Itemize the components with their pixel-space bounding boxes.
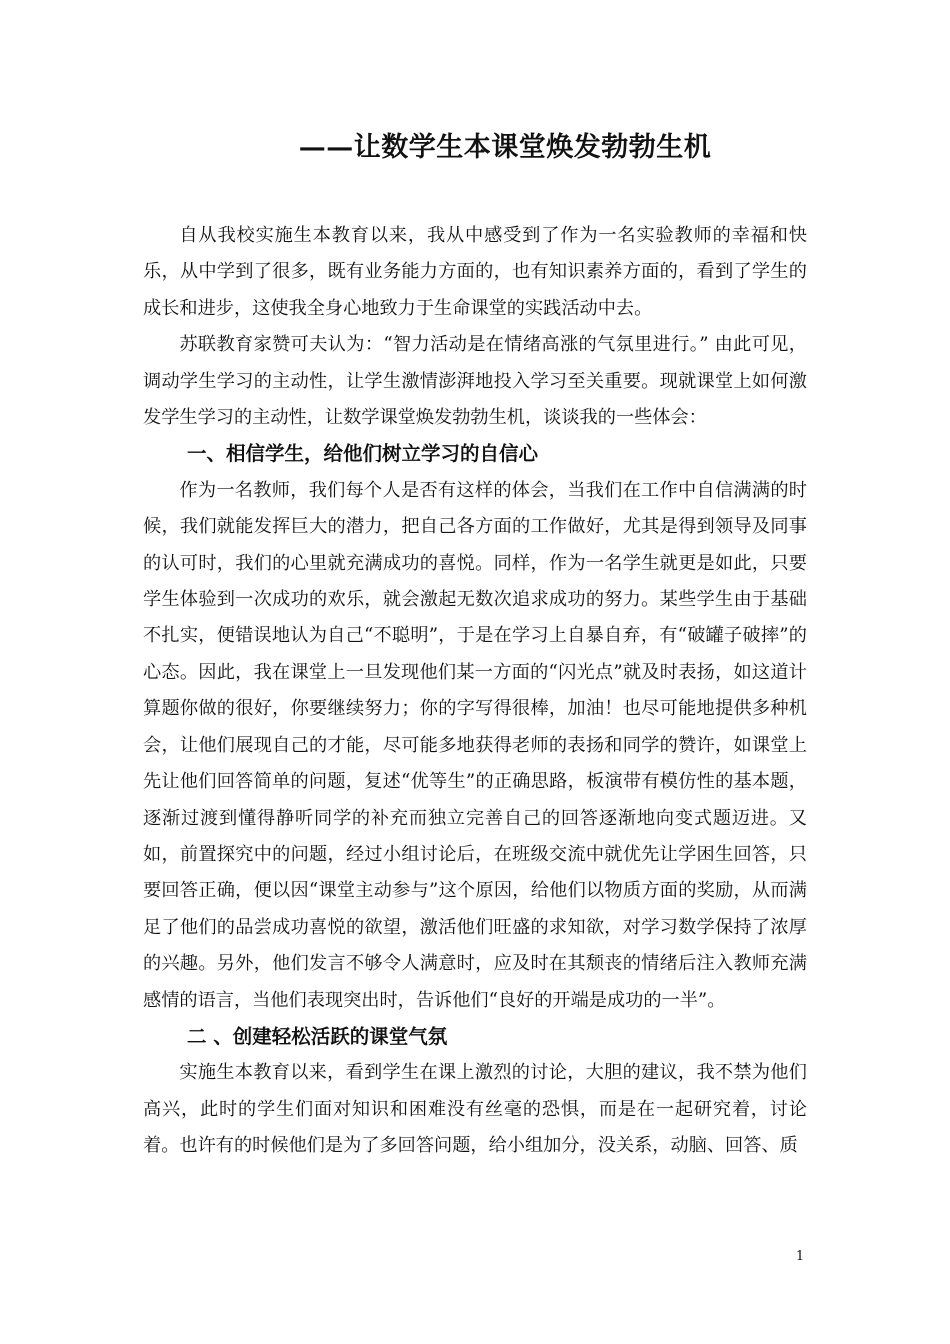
document-title: ——让数学生本课堂焕发勃勃生机 — [298, 132, 712, 163]
section-2-paragraph: 实施生本教育以来，看到学生在课上激烈的讨论，大胆的建议，我不禁为他们高兴，此时的学生们面对知识和困难没有丝毫的恐惧，而是在一起研究着，讨论着。也许有的时候他们是为了多回答问题，给小组加分，没关系，动脑、回答、质 — [143, 1062, 807, 1157]
intro-paragraph: 自从我校实施生本教育以来，我从中感受到了作为一名实验教师的幸福和快乐，从中学到了很多，既有业务能力方面的，也有知识素养方面的，看到了学生的成长和进步，这使我全身心地致力于生命课堂的实践活动中去。 — [143, 225, 807, 319]
section-heading-1: 一、相信学生，给他们树立学习的自信心 — [187, 442, 539, 466]
page-number: 1 — [795, 1249, 805, 1264]
section-1-paragraph: 作为一名教师，我们每个人是否有这样的体会，当我们在工作中自信满满的时候，我们就能发挥巨大的潜力，把自己各方面的工作做好，尤其是得到领导及同事的认可时，我们的心里就充满成功的喜悦。同样，作为一名学生就更是如此，只要学生体验到一次成功的欢乐，就会激起无数次追求成功的努力。某些学生由于基础不扎实，便错误地认为自己“不聪明”，于是在学习上自暴自弃，有“破罐子破摔”的心态。因此，我在课堂上一旦发现他们某一方面的“闪光点”就及时表扬，如这道计算题你做的很好，你要继续努力；你的字写得很棒，加油！也尽可能地提供多种机会，让他们展现自己的才能，尽可能多地获得老师的表扬和同学的赞许，如课堂上先让他们回答简单的问题，复述“优等生”的正确思路，板演带有模仿性的基本题，逐渐过渡到懂得静听同学的补充而独立完善自己的回答逐渐地向变式题迈进。又如，前置探究中的问题，经过小组讨论后，在班级交流中就优先让学困生回答，只要回答正确，便以因“课堂主动参与”这个原因，给他们以物质方面的奖励，从而满足了他们的品尝成功喜悦的欲望，激活他们旺盛的求知欲，对学习数学保持了浓厚的兴趣。另外，他们发言不够令人满意时，应及时在其颓丧的情绪后注入教师充满感情的语言，当他们表现突出时，告诉他们“良好的开端是成功的一半”。 — [143, 479, 807, 1011]
quote-paragraph: 苏联教育家赞可夫认为：“智力活动是在情绪高涨的气氛里进行。” 由此可见，调动学生学习的主动性，让学生激情澎湃地投入学习至关重要。现就课堂上如何激发学生学习的主动性，让数学课堂焕发勃勃生机，谈谈我的一些体会： — [143, 334, 807, 429]
section-heading-2: 二 、创建轻松活跃的课堂气氛 — [187, 1024, 448, 1048]
document-body — [143, 218, 807, 1165]
